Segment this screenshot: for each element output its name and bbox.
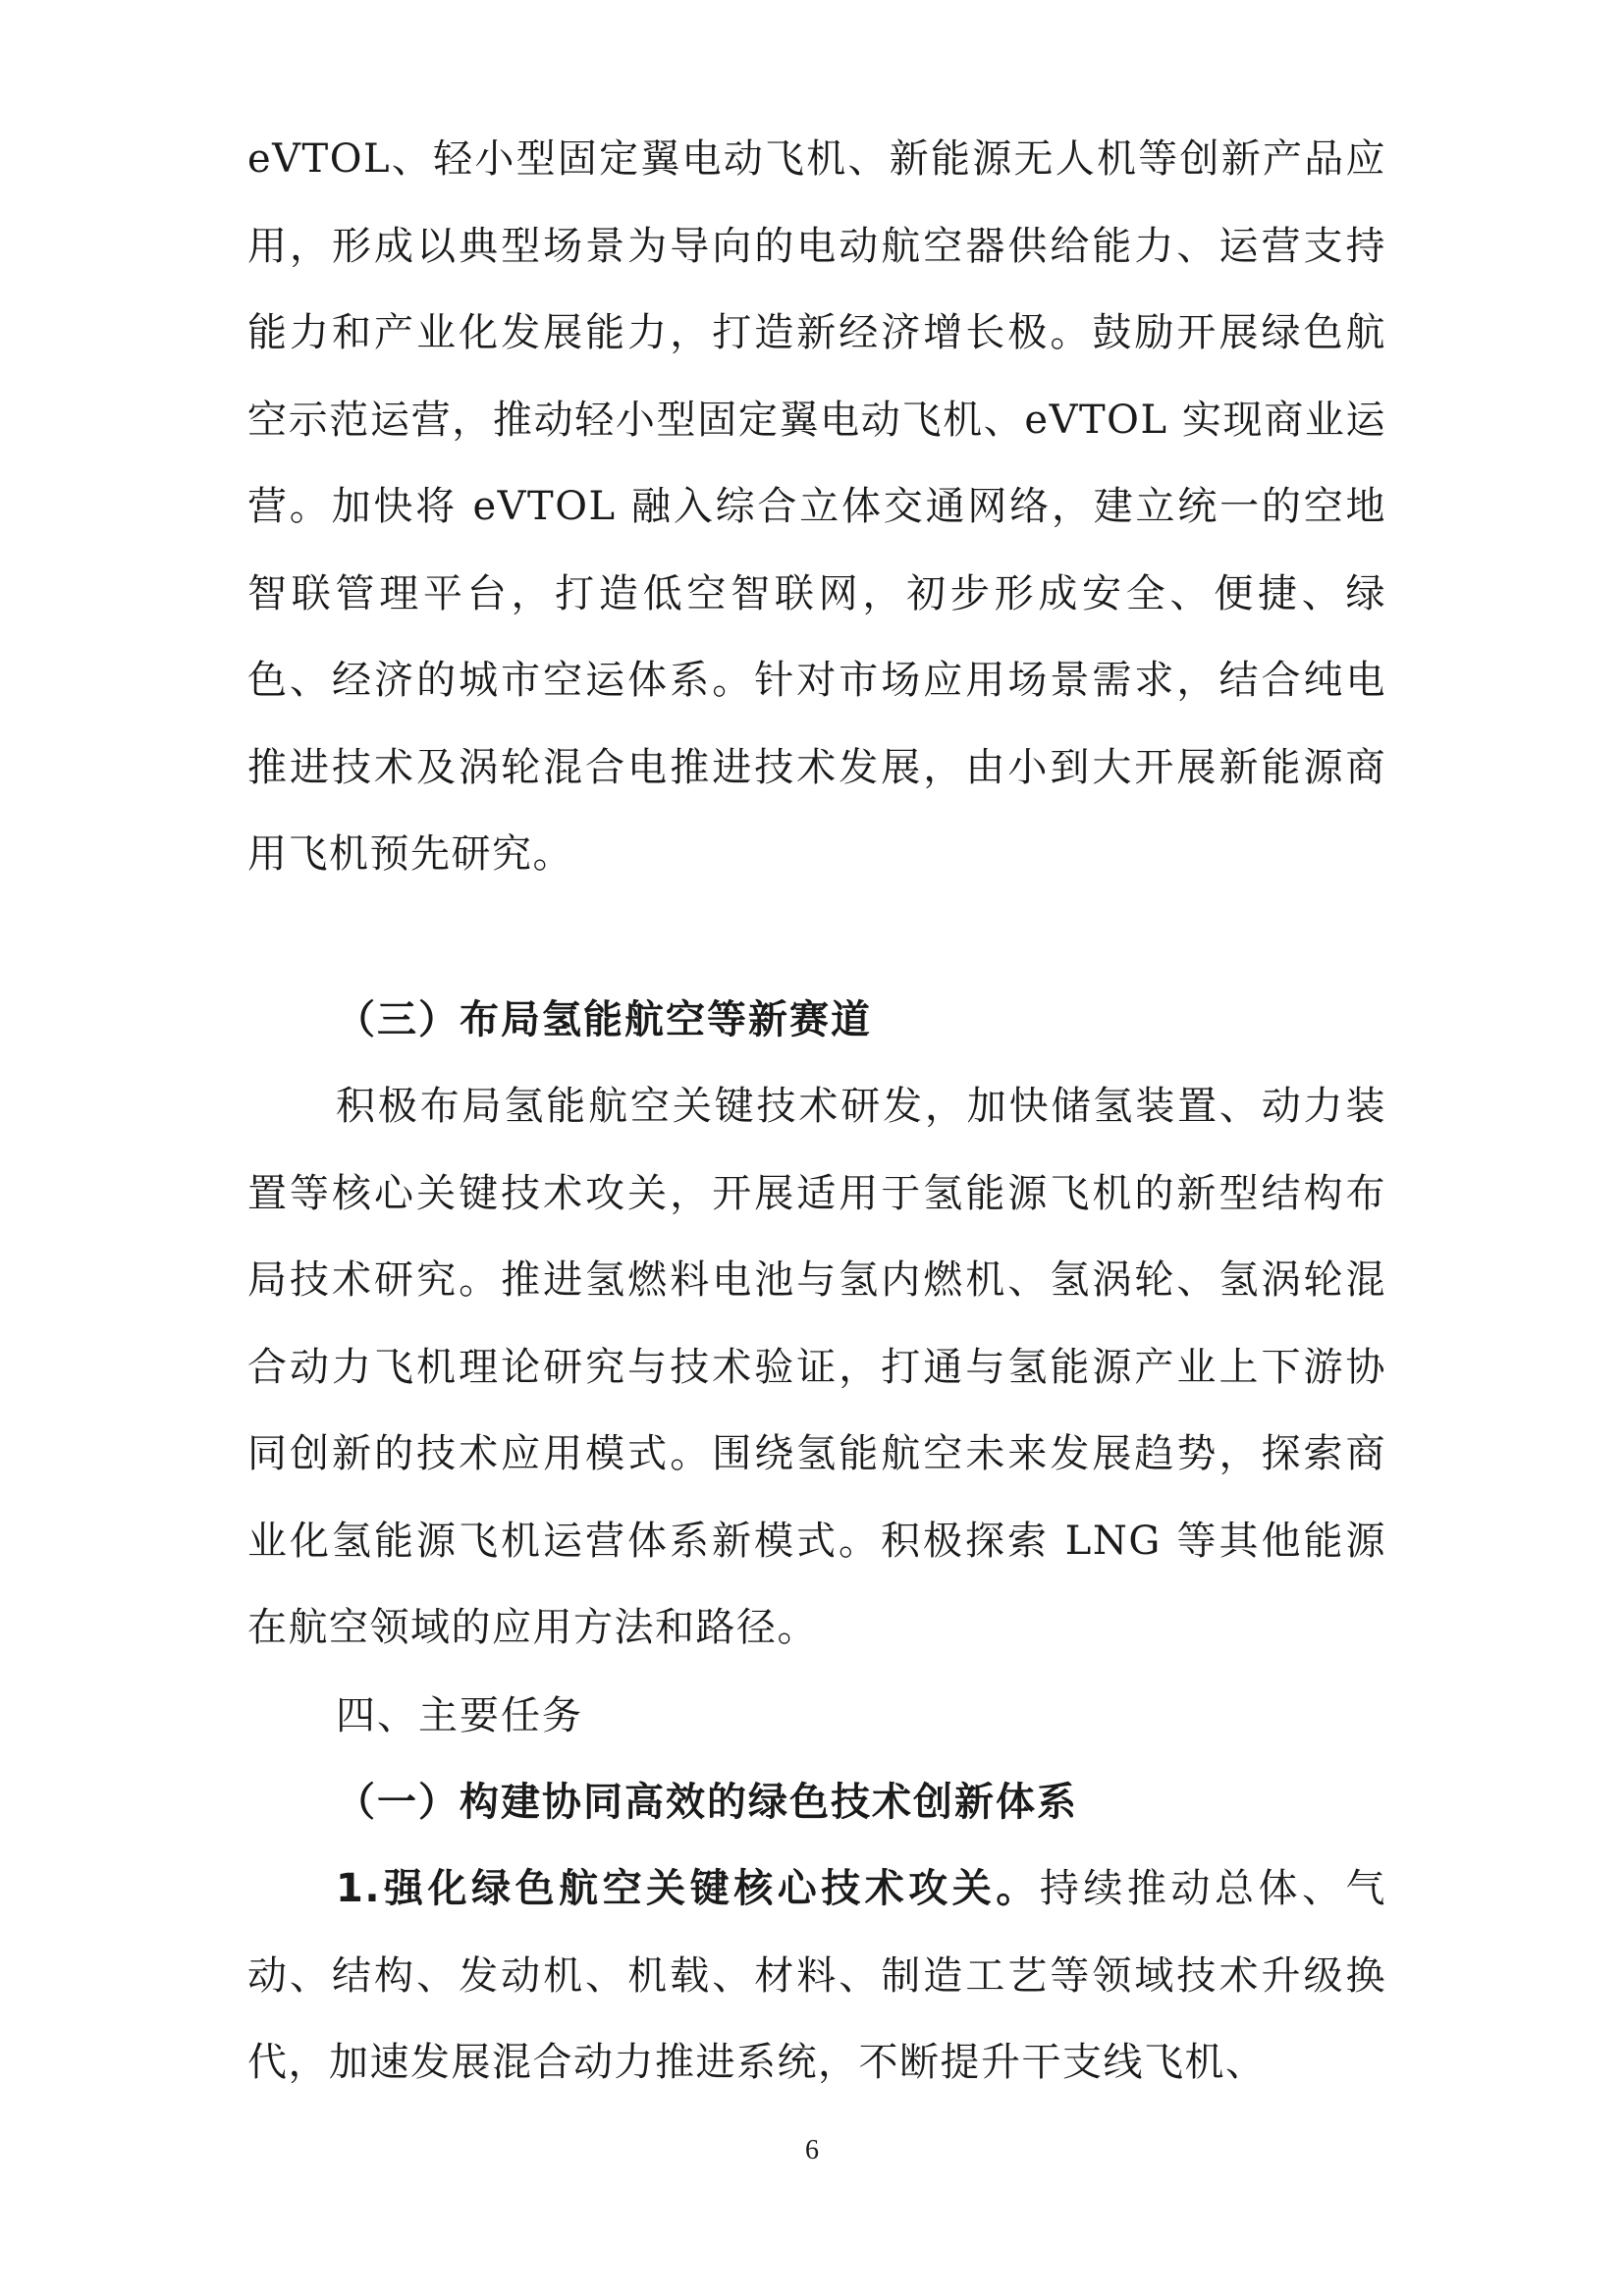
chapter-heading-main-tasks: 四、主要任务: [336, 1694, 583, 1737]
paragraph-body-text: 持续推动总体、气动、结构、发动机、机载、材料、制造工艺等领域技术升级换代，加速发展混合动力推进系统，不断提升干支线飞机、: [247, 1866, 1387, 2085]
paragraph-electric-aviation: eVTOL、轻小型固定翼电动飞机、新能源无人机等创新产品应用，形成以典型场景为导向的电动航空器供给能力、运营支持能力和产业化发展能力，打造新经济增长极。鼓励开展绿色航空示范运营，推动轻小型固定翼电动飞机、eVTOL 实现商业运营。加快将 eVTOL 融入综合立体交通网络，建立统一的空地智联管理平台，打造低空智联网，初步形成安全、便捷、绿色、经济的城市空运体系。针对市场应用场景需求，结合纯电推进技术及涡轮混合电推进技术发展，由小到大开展新能源商用飞机预先研究。: [247, 136, 1386, 877]
paragraph-lead-bold: 1.强化绿色航空关键核心技术攻关。: [336, 1866, 1040, 1911]
section-heading-innovation-system: （一）构建协同高效的绿色技术创新体系: [336, 1780, 1078, 1825]
section-heading-hydrogen-aviation: （三）布局氢能航空等新赛道: [336, 997, 872, 1042]
paragraph-core-technology: [247, 1845, 1386, 2107]
page-number: 6: [805, 2135, 819, 2165]
paragraph-hydrogen-aviation: 积极布局氢能航空关键技术研发，加快储氢装置、动力装置等核心关键技术攻关，开展适用于氢能源飞机的新型结构布局技术研究。推进氢燃料电池与氢内燃机、氢涡轮、氢涡轮混合动力飞机理论研究与技术验证，打通与氢能源产业上下游协同创新的技术应用模式。围绕氢能航空未来发展趋势，探索商业化氢能源飞机运营体系新模式。积极探索 LNG 等其他能源在航空领域的应用方法和路径。: [247, 1084, 1386, 1650]
